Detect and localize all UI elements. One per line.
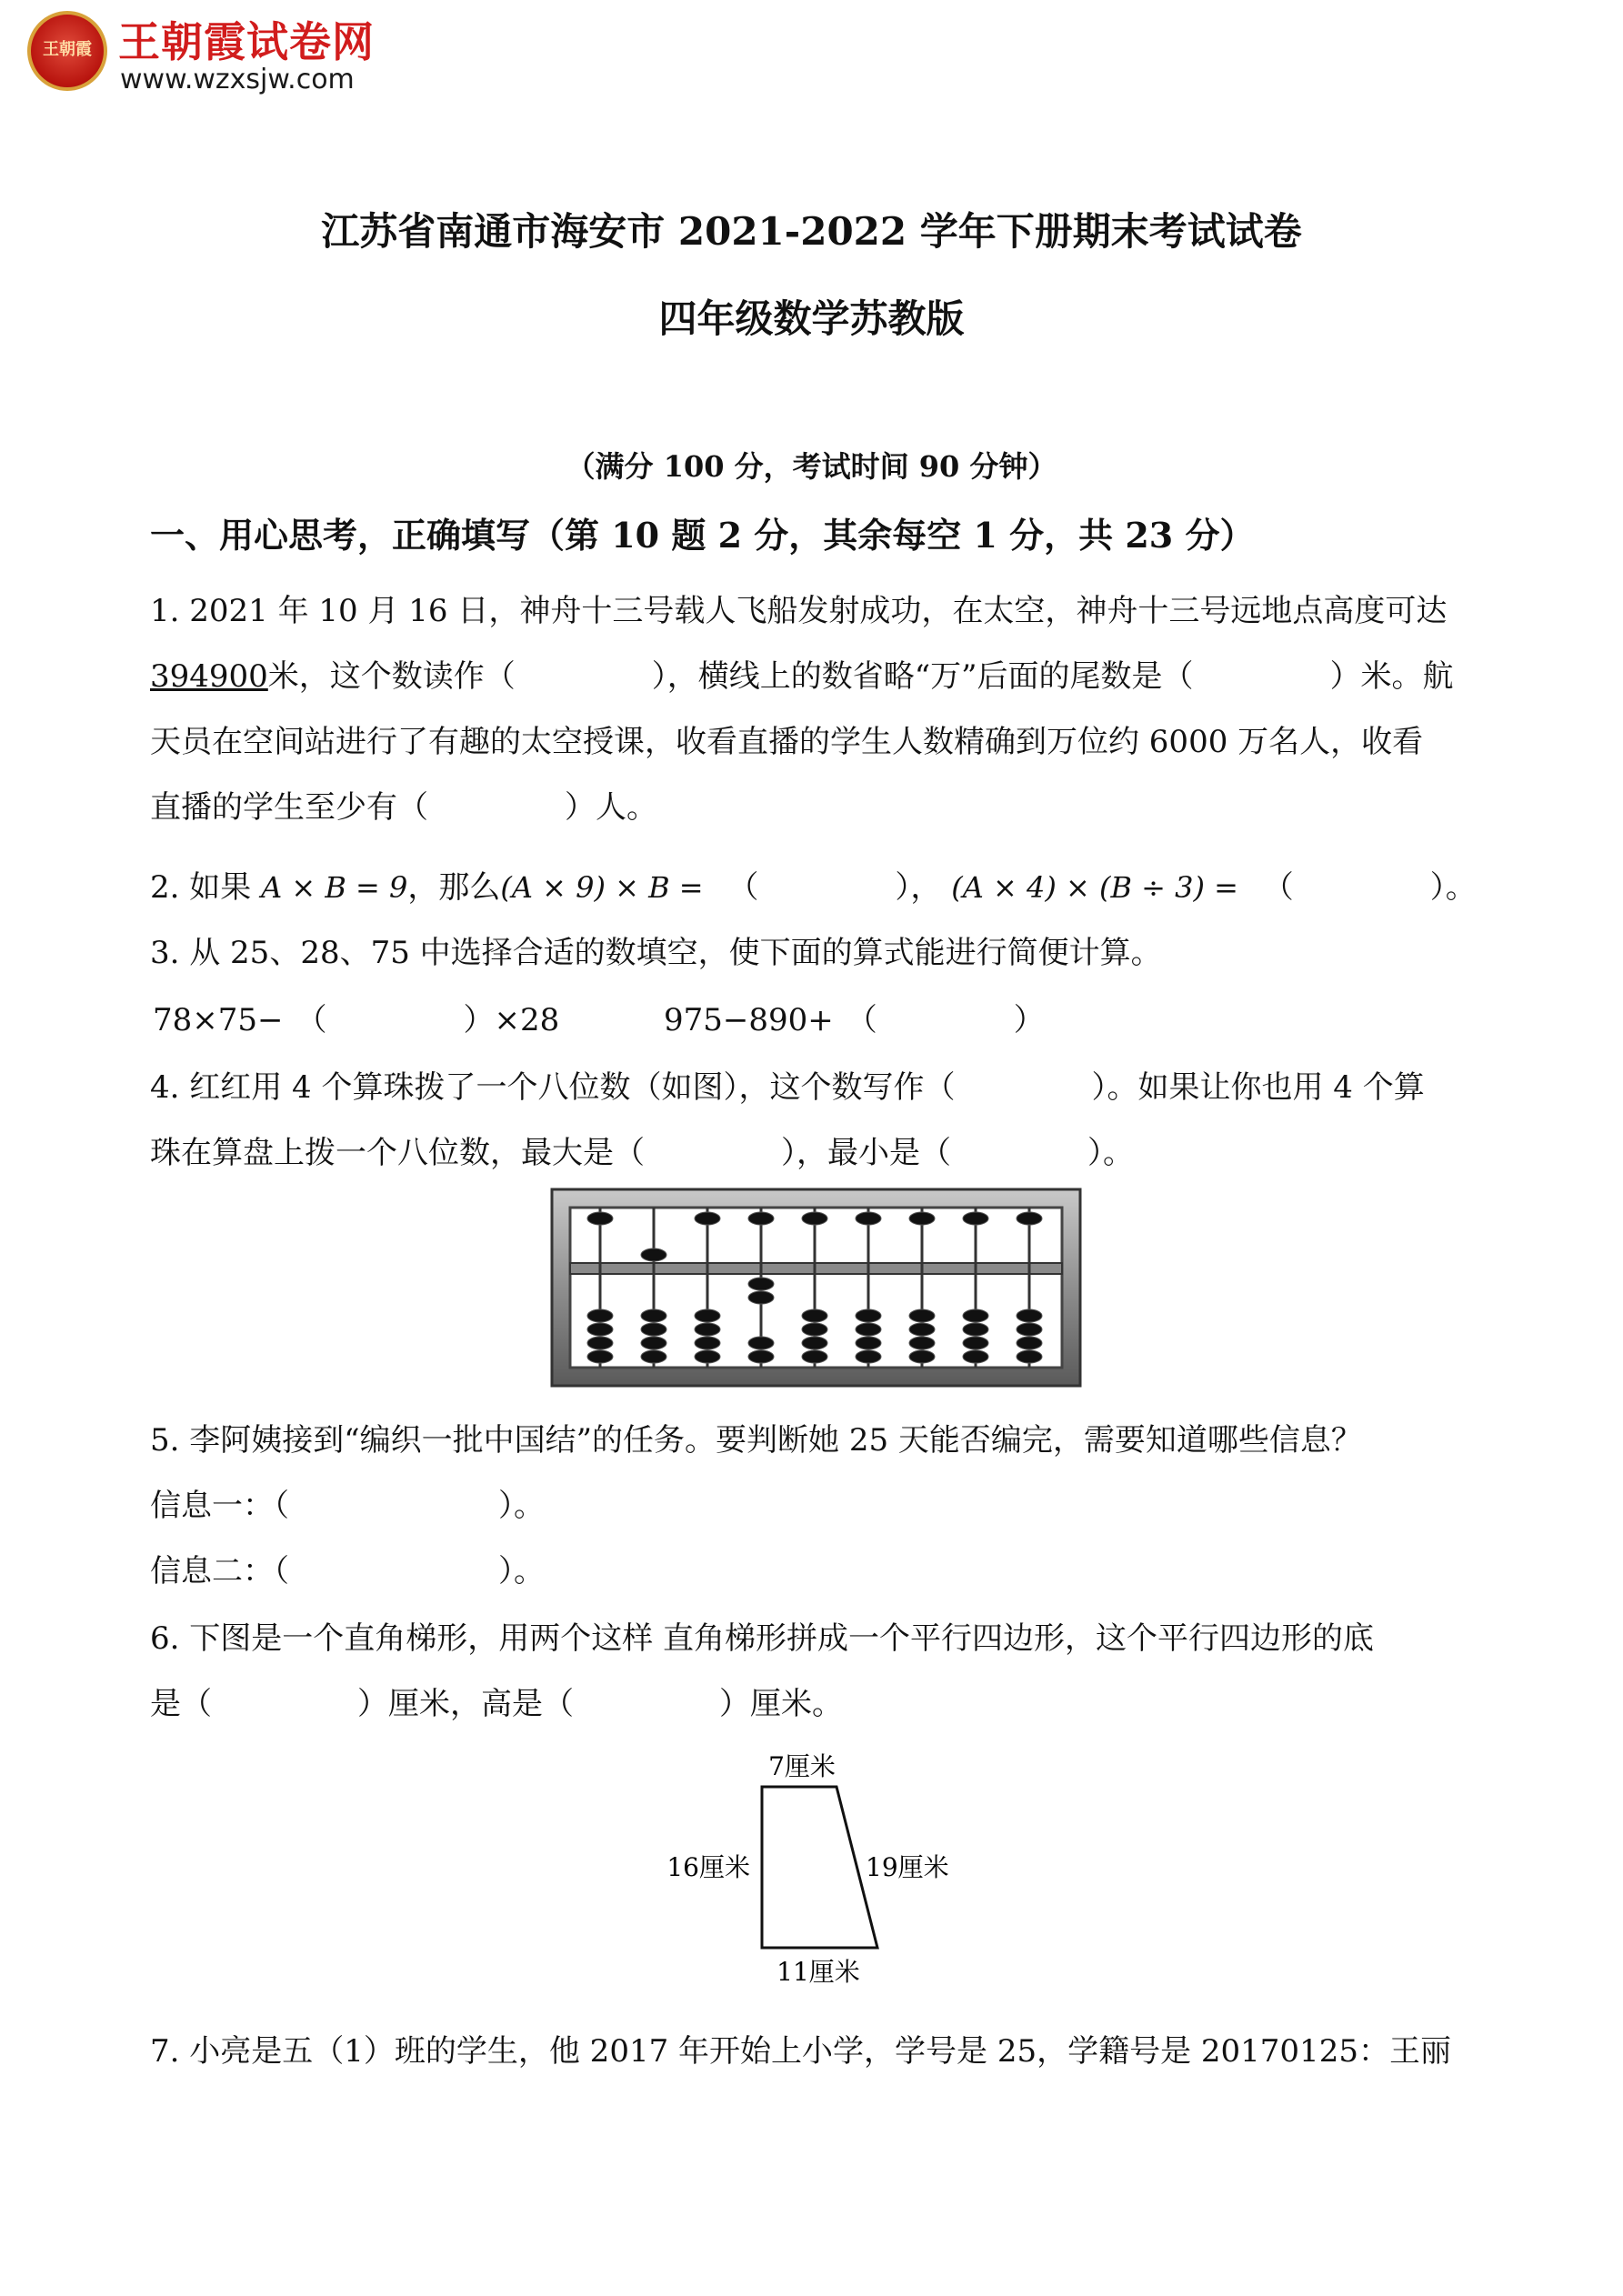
abacus-lower-bead	[695, 1337, 720, 1349]
q5-info-1: 信息一：（ ）。	[150, 1488, 545, 1524]
q4-line-2: 珠在算盘上拨一个八位数，最大是（ ），最小是（ ）。	[150, 1135, 1134, 1171]
q4-line-1: 4. 红红用 4 个算珠拨了一个八位数（如图），这个数写作（ ）。如果让你也用 4 个算	[150, 1069, 1425, 1106]
abacus-lower-bead	[748, 1337, 774, 1349]
abacus-lower-bead	[856, 1309, 881, 1322]
abacus-lower-bead	[748, 1350, 774, 1363]
abacus-lower-bead	[587, 1323, 613, 1336]
abacus-lower-bead	[695, 1309, 720, 1322]
abacus-lower-bead	[641, 1323, 666, 1336]
equation-1: A × B = 9	[261, 870, 408, 905]
abacus-lower-bead	[802, 1337, 827, 1349]
exam-meta: （满分 100 分，考试时间 90 分钟）	[566, 449, 1057, 484]
abacus-lower-bead	[802, 1323, 827, 1336]
abacus-lower-bead	[695, 1323, 720, 1336]
label-bottom: 11厘米	[776, 1957, 860, 1987]
q5-info-2: 信息二：（ ）。	[150, 1553, 545, 1589]
q6-line-2: 是（ ）厘米，高是（ ）厘米。	[150, 1686, 843, 1722]
abacus-upper-bead	[856, 1212, 881, 1225]
q7-line-1: 7. 小亮是五（1）班的学生，他 2017 年开始上小学，学号是 25，学籍号是 20170125：王丽	[150, 2033, 1451, 2070]
abacus-lower-bead	[1017, 1323, 1042, 1336]
abacus-lower-bead	[802, 1350, 827, 1363]
abacus-lower-bead	[587, 1350, 613, 1363]
right-trapezoid	[762, 1787, 877, 1948]
doc-subtitle: 四年级数学苏教版	[658, 296, 965, 341]
abacus-upper-bead	[909, 1212, 935, 1225]
abacus-lower-bead	[695, 1350, 720, 1363]
abacus-lower-bead	[587, 1309, 613, 1322]
site-name: 王朝霞试卷网	[118, 17, 375, 66]
abacus-lower-bead	[963, 1323, 988, 1336]
q1-line-1: 1. 2021 年 10 月 16 日，神舟十三号载人飞船发射成功，在太空，神舟十三号远地点高度可达	[150, 593, 1448, 629]
abacus-lower-bead	[856, 1337, 881, 1349]
abacus-lower-bead	[641, 1337, 666, 1349]
abacus-lower-bead	[748, 1291, 774, 1304]
doc-title: 江苏省南通市海安市 2021-2022 学年下册期末考试试卷	[321, 209, 1302, 254]
seal-text: 王朝霞	[43, 40, 92, 59]
label-left: 16厘米	[666, 1852, 750, 1882]
underlined-number: 394900	[150, 658, 268, 695]
q1-line-3: 天员在空间站进行了有趣的太空授课，收看直播的学生人数精确到万位约 6000 万名人，收看	[150, 724, 1424, 760]
abacus-upper-bead	[963, 1212, 988, 1225]
q3-expression-2: 975−890+ （ ）	[664, 1002, 1045, 1038]
abacus-lower-bead	[641, 1350, 666, 1363]
abacus-lower-bead	[963, 1337, 988, 1349]
abacus-lower-bead	[1017, 1350, 1042, 1363]
abacus-lower-bead	[856, 1350, 881, 1363]
q6-line-1: 6. 下图是一个直角梯形，用两个这样 直角梯形拼成一个平行四边形，这个平行四边形的底	[150, 1620, 1375, 1657]
abacus-lower-bead	[856, 1323, 881, 1336]
abacus-lower-bead	[1017, 1337, 1042, 1349]
label-right: 19厘米	[866, 1852, 949, 1882]
abacus-lower-bead	[641, 1309, 666, 1322]
q1-line-2: 394900米，这个数读作（ ），横线上的数省略“万”后面的尾数是（ ）米。航	[150, 658, 1454, 695]
abacus-lower-bead	[1017, 1309, 1042, 1322]
abacus-lower-bead	[963, 1350, 988, 1363]
abacus-lower-bead	[909, 1350, 935, 1363]
trapezoid-figure	[655, 1746, 982, 1991]
abacus-lower-bead	[587, 1337, 613, 1349]
abacus-figure	[550, 1188, 1082, 1388]
abacus-upper-bead	[641, 1248, 666, 1261]
abacus-lower-bead	[909, 1309, 935, 1322]
abacus-upper-bead	[587, 1212, 613, 1225]
equation-3: (A × 4) × (B ÷ 3) =	[951, 870, 1238, 905]
abacus-upper-bead	[802, 1212, 827, 1225]
abacus-upper-bead	[695, 1212, 720, 1225]
abacus-lower-bead	[748, 1278, 774, 1290]
abacus-lower-bead	[963, 1309, 988, 1322]
section-1-heading: 一、用心思考，正确填写（第 10 题 2 分，其余每空 1 分，共 23 分）	[150, 515, 1255, 556]
q1-line-4: 直播的学生至少有（ ）人。	[150, 789, 657, 826]
abacus-upper-bead	[1017, 1212, 1042, 1225]
q3-text: 3. 从 25、28、75 中选择合适的数填空，使下面的算式能进行简便计算。	[150, 935, 1162, 971]
equation-2: (A × 9) × B =	[500, 870, 704, 905]
abacus-lower-bead	[909, 1323, 935, 1336]
abacus-lower-bead	[909, 1337, 935, 1349]
q2-line: 2. 如果 A × B = 9，那么(A × 9) × B = （ ）， (A × 4) × (B ÷ 3) = （ ）。	[150, 869, 1477, 906]
q5-text: 5. 李阿姨接到“编织一批中国结”的任务。要判断她 25 天能否编完，需要知道哪些信息？	[150, 1422, 1362, 1459]
abacus-upper-bead	[748, 1212, 774, 1225]
abacus-lower-bead	[802, 1309, 827, 1322]
site-url: www.wzxsjw.com	[120, 64, 355, 95]
q3-expression-1: 78×75− （ ）×28	[153, 1002, 560, 1038]
label-top: 7厘米	[768, 1751, 836, 1781]
